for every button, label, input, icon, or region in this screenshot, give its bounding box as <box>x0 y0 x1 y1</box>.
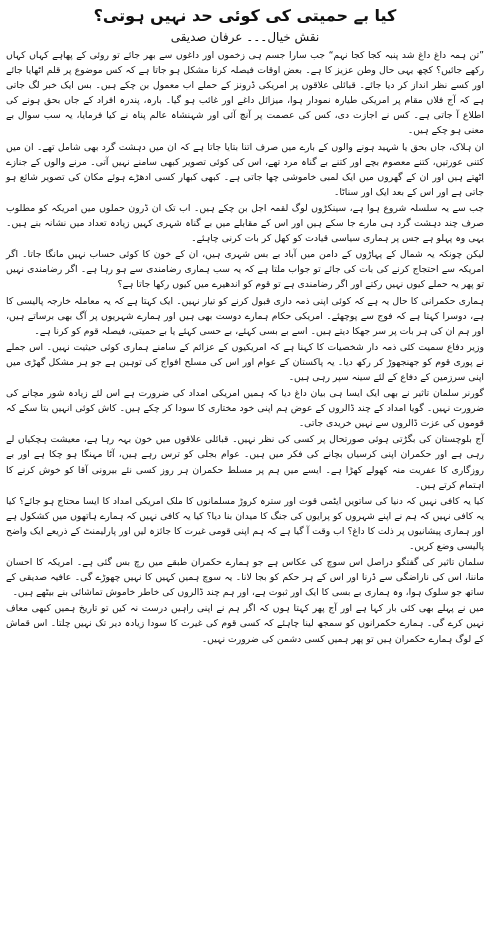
article-paragraph: گورنر سلمان تاثیر نے بھی ایک ایسا ہی بیان داغ دیا کہ ہمیں امریکی امداد کی ضرورت ہے اس لئے زیادہ شور مچانے کی ضرورت نہیں۔ گویا امداد کے چند ڈالروں کے عوض ہم اپنی خود مختاری کا سودا کر چکے ہیں۔ کاش کوئی انہیں بتا سکے کہ قوموں کی عزت ڈالروں سے نہیں خریدی جاتی۔ <box>6 388 484 430</box>
article-body <box>6 48 484 647</box>
article-paragraph: ہماری حکمرانی کا حال یہ ہے کہ کوئی اپنی ذمہ داری قبول کرنے کو تیار نہیں۔ ایک کہتا ہے کہ یہ معاملہ خارجہ پالیسی کا ہے، دوسرا کہتا ہے کہ فوج سے پوچھئے۔ امریکی حکام ہمارے دوست بھی ہیں اور ہمارے شہریوں پر آگ بھی برساتے ہیں، اور ہم ان کی ہر بات پر سر جھکا دیتے ہیں۔ اسے بے بسی کہئے، بے حسی کہئے یا بے حمیتی، فیصلہ قوم کو کرنا ہے۔ <box>6 295 484 337</box>
article-paragraph: ”تن ہمہ داغ داغ شد پنبہ کجا کجا نہم“ جب سارا جسم ہی زخموں اور داغوں سے بھر جائے تو روئی کے پھاہے کہاں کہاں رکھے جائیں؟ کچھ یہی حال وطن عزیز کا ہے۔ بعض اوقات فیصلہ کرنا مشکل ہو جاتا ہے کہ کس موضوع پر قلم اٹھایا جائے اور کسے نظر انداز کر دیا جائے۔ قبائلی علاقوں پر امریکی ڈرونز کے حملے اب معمول بن چکے ہیں۔ بس ایک خبر لگ جاتی ہے کہ آج فلاں مقام پر امریکی طیارہ نمودار ہوا، میزائل داغے اور غائب ہو گیا۔ بارہ، پندرہ افراد کے جاں بحق ہونے کی اطلاع آ جاتی ہے۔ کس نے اجازت دی، کس کی عصمت پر آنچ آئی اور شہنشاہ عالم پناہ نے کیا فرمایا، یہ سب سوال بے معنی ہو چکے ہیں۔ <box>6 50 484 137</box>
article-paragraph: آج بلوچستان کی بگڑتی ہوئی صورتحال پر کسی کی نظر نہیں۔ قبائلی علاقوں میں خون بہہ رہا ہے، معیشت ہچکیاں لے رہی ہے اور حکمران اپنی کرسیاں بچانے کی فکر میں ہیں۔ عوام بجلی کو ترس رہے ہیں، آٹا مہنگا ہو چکا ہے اور بے روزگاری کا عفریت منہ کھولے کھڑا ہے۔ ایسے میں ہم پر مسلط حکمران ہر روز کسی نئے بیرونی آقا کو خوش کرنے کا اہتمام کرتے ہیں۔ <box>6 434 484 491</box>
column-header <box>6 4 484 46</box>
article-title: کیا بے حمیتی کی کوئی حد نہیں ہوتی؟ <box>93 6 397 25</box>
article-paragraph: جب سے یہ سلسلہ شروع ہوا ہے، سینکڑوں لوگ لقمہ اجل بن چکے ہیں۔ اب تک ان ڈرون حملوں میں امریکہ کو مطلوب صرف چند دہشت گرد ہی مارے جا سکے ہیں اور اس کے مقابلے میں بے گناہ شہری کہیں زیادہ تعداد میں نشانہ بنے ہیں۔ یہی وہ پہلو ہے جس پر ہماری سیاسی قیادت کو کھل کر بات کرنی چاہئے۔ <box>6 202 484 245</box>
article-paragraph: کیا یہ کافی نہیں کہ دنیا کی ساتویں ایٹمی قوت اور سترہ کروڑ مسلمانوں کا ملک امریکی امداد کا ایسا محتاج ہو جائے؟ کیا یہ کافی نہیں کہ ہم نے اپنے شہروں کو پرایوں کی جنگ کا میدان بنا دیا؟ کیا یہ کافی نہیں کہ ہمارے ہاتھوں میں کشکول ہے اور ہماری پیشانیوں پر ذلت کا داغ؟ اب وقت آ گیا ہے کہ ہم اپنی قومی غیرت کا جائزہ لیں اور پارلیمنٹ کے ذریعے ایک واضح پالیسی وضع کریں۔ <box>5 495 484 552</box>
column-byline: نقش خیال۔۔۔ عرفان صدیقی <box>170 30 320 44</box>
article-paragraph: میں نے پہلے بھی کئی بار کہا ہے اور آج پھر کہتا ہوں کہ اگر ہم نے اپنی راہیں درست نہ کیں تو تاریخ ہمیں کبھی معاف نہیں کرے گی۔ ہمارے حکمرانوں کو سمجھ لینا چاہئے کہ کسی قوم کی غیرت کا سودا زیادہ دیر تک نہیں چلتا۔ اس قماش کے لوگ ہمارے حکمران ہیں تو پھر ہمیں کسی دشمن کی ضرورت نہیں۔ <box>6 603 484 645</box>
article-paragraph: لیکن چونکہ یہ شمال کے پہاڑوں کے دامن میں آباد بے بس شہری ہیں، ان کے خون کا کوئی حساب نہیں مانگا جاتا۔ اگر امریکہ سے احتجاج کرنے کی بات کی جائے تو جواب ملتا ہے کہ یہ سب ہماری رضامندی سے ہو رہا ہے۔ اگر رضامندی نہیں تو پھر یہ حملے کیوں نہیں رکتے اور اگر رضامندی ہے تو قوم کو اندھیرے میں کیوں رکھا جاتا ہے؟ <box>6 249 484 291</box>
article-paragraph: وزیر دفاع سمیت کئی ذمہ دار شخصیات کا کہنا ہے کہ امریکیوں کے عزائم کے سامنے ہماری کوئی حیثیت نہیں۔ اس جملے نے پوری قوم کو جھنجھوڑ کر رکھ دیا۔ یہ پاکستان کے عوام اور اس کی مسلح افواج کی توہین ہے جو ہر مشکل گھڑی میں اپنی سرزمین کے دفاع کے لئے سینہ سپر رہی ہیں۔ <box>6 341 484 383</box>
article-paragraph: سلمان تاثیر کی گفتگو دراصل اس سوچ کی عکاس ہے جو ہمارے حکمران طبقے میں رچ بس گئی ہے۔ امریکہ کا احسان ماننا، اس کی ناراضگی سے ڈرنا اور اس کے ہر حکم کو بجا لانا۔ یہ سوچ ہمیں کہیں کا نہیں چھوڑے گی۔ عافیہ صدیقی کے ساتھ جو سلوک ہوا، وہ ہماری بے بسی کا ایک اور ثبوت ہے، اور ہم چند ڈالروں کی خاطر خاموش تماشائی بنے بیٹھے ہیں۔ <box>6 557 484 599</box>
article-paragraph: ان ہلاک، جاں بحق یا شہید ہونے والوں کے بارے میں صرف اتنا بتایا جاتا ہے کہ ان میں دہشت گرد بھی شامل تھے۔ ان میں کتنی عورتیں، کتنے معصوم بچے اور کتنے بے گناہ مرد تھے، اس کی کوئی تصویر کبھی سامنے نہیں آتی۔ مرنے والوں کے جنازے اٹھتے ہیں اور ان کے گھروں میں ایک لمبی خاموشی چھا جاتی ہے۔ کبھی کبھار کسی ادھڑے ہوئے مکان کی تصویر شائع ہو جاتی ہے اور اس کے بعد ایک اور سناٹا۔ <box>6 141 484 198</box>
